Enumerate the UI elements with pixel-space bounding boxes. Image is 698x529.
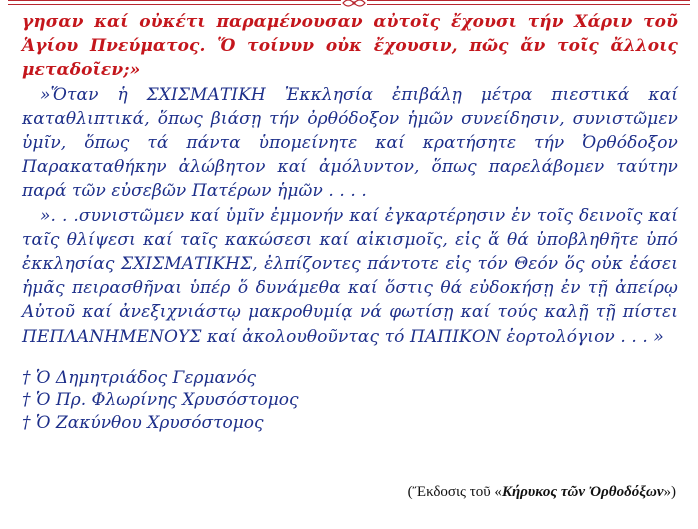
source-prefix: (Ἔκδοσις τοῦ « <box>407 484 502 500</box>
signature-line: † Ὁ Ζακύνθου Χρυσόστομος <box>22 412 264 433</box>
ornament-icon <box>341 0 367 9</box>
source-publication: Κήρυκος τῶν Ὀρθοδόξων <box>501 484 664 500</box>
paragraph-quote-1: »Ὅταν ἡ ΣΧΙΣΜΑΤΙΚΗ Ἐκκλησία ἐπιβάλῃ μέτρα πιεστικά καί καταθλιπτικά, ὅπως βιάσῃ τήν ὀρθόδοξον ἡμῶν συνείδησιν, συνιστῶμεν ὑμῖν, ὅπως τά πάντα ὑπομείνητε καί κρατήσητε τήν Ὀρθόδοξον Παρακαταθήκην ἀλώβητον καί ἀμόλυντον, ὅπως παρελάβομεν ταύτην παρά τῶν εὐσεβῶν Πατέρων ἡμῶν . . . . <box>22 84 678 202</box>
paragraph-quote-2: ». . .συνιστῶμεν καί ὑμῖν ἐμμονήν καί ἐγκαρτέρησιν ἐν τοῖς δεινοῖς καί ταῖς θλίψεσι καί ταῖς κακώσεσι καί αἰκισμοῖς, εἰς ἅ θά ὑποβληθῆτε ὑπό ἐκκλησίας ΣΧΙΣΜΑΤΙΚΗΣ, ἐλπίζοντες πάντοτε εἰς τόν Θεόν ὅς οὐκ ἐάσει ἡμᾶς πειρασθῆναι ὑπέρ ὅ δυνάμεθα καί ὅστις θά εὐδοκήσῃ ἐν τῇ ἀπείρῳ Αὐτοῦ καί ἀνεξιχνιάστῳ μακροθυμίᾳ νά φωτίσῃ καί τούς καλῇ τῇ πίστει ΠΕΠΛΑΝΗΜΕΝΟΥΣ καί ἀκολουθοῦντας τό ΠΑΠΙΚΟΝ ἑορτολόγιον . . . » <box>22 205 678 347</box>
signature-line: † Ὁ Δημητριάδος Γερμανός <box>22 367 257 388</box>
source-citation <box>408 484 676 501</box>
paragraph-continuation: γησαν καί οὐκέτι παραμένουσαν αὐτοῖς ἔχουσι τήν Χάριν τοῦ Ἁγίου Πνεύματος. Ὅ τοίνυν οὐκ ἔχουσιν, πῶς ἄν τοῖς ἄλλοις μεταδοῖεν;» <box>22 12 678 81</box>
signatures <box>22 367 678 435</box>
article-body <box>22 10 678 434</box>
signature-line: † Ὁ Πρ. Φλωρίνης Χρυσόστομος <box>22 390 299 411</box>
source-suffix: ») <box>663 484 676 500</box>
